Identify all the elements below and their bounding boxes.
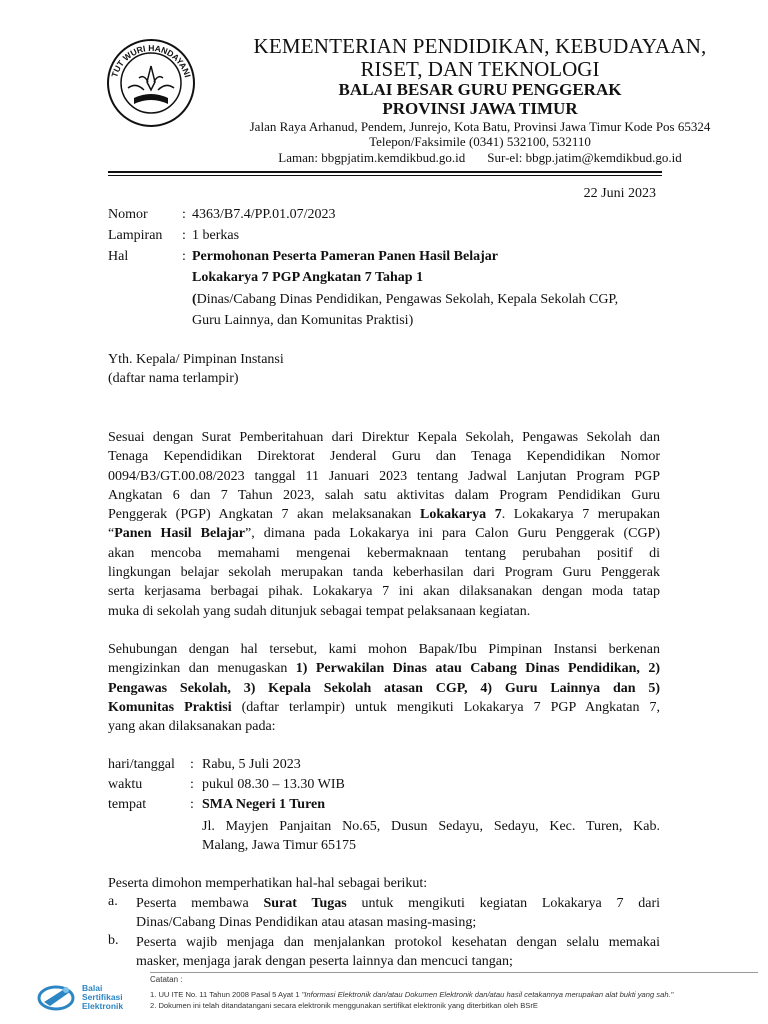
p1-line: Tenaga Kependidikan Direktorat Jenderal Guru dan Tenaga Kependidikan Nomor xyxy=(108,449,660,465)
note-b-line: Peserta wajib menjaga dan menjalankan protokol kesehatan dengan selalu memakai xyxy=(136,935,660,950)
address-line: Jl. Mayjen Panjaitan No.65, Dusun Sedayu, Sedayu, Kec. Turen, Kab. xyxy=(202,819,660,834)
day-label: hari/tanggal xyxy=(108,757,175,772)
p1-line: Penggerak (PGP) Angkatan 7 akan melaksanakan Lokakarya 7. Lokakarya 7 merupakan xyxy=(108,507,661,523)
letterhead-province: PROVINSI JAWA TIMUR xyxy=(382,99,578,118)
bsre-label: Balai Sertifikasi Elektronik xyxy=(82,983,124,1011)
place-label: tempat xyxy=(108,797,147,812)
letterhead-ministry-cont: RISET, DAN TEKNOLOGI xyxy=(360,57,600,81)
letter-date: 22 Juni 2023 xyxy=(583,186,656,201)
p2-line: Sehubungan dengan hal tersebut, kami mohon Bapak/Ibu Pimpinan Instansi berkenan xyxy=(108,642,660,657)
notes-intro: Peserta dimohon memperhatikan hal-hal sebagai berikut: xyxy=(108,876,428,891)
p1-line: muka di sekolah yang sudah ditunjuk sebagai tempat pelaksanaan kegiatan. xyxy=(108,603,531,619)
svg-text:TUT WURI HANDAYANI: TUT WURI HANDAYANI xyxy=(109,42,193,79)
p2-line: mengizinkan dan menugaskan 1) Perwakilan Dinas atau Cabang Dinas Pendidikan, 2) xyxy=(108,661,660,677)
p1-line: akan mencoba memahami mengenai kebermaknaan tentang perubahan positif di xyxy=(108,545,660,561)
note-b-marker: b. xyxy=(108,933,119,948)
time-colon: : xyxy=(190,777,194,792)
letterhead-institution: BALAI BESAR GURU PENGGERAK xyxy=(338,80,622,99)
letterhead-phone: Telepon/Faksimile (0341) 532100, 532110 xyxy=(369,134,591,149)
hal-subject-line1: Permohonan Peserta Pameran Panen Hasil Belajar xyxy=(192,249,499,264)
place-address xyxy=(202,817,660,856)
p1-line: serta kerjasama berbagai pihak. Lokakarya 7 ini akan dilaksanakan dengan moda tatap xyxy=(108,584,660,600)
footer-note-2: 2. Dokumen ini telah ditandatangani secara elektronik menggunakan sertifikat elektronik yang diterbitkan oleh BSrE xyxy=(150,1001,538,1010)
footer-note-1: 1. UU ITE No. 11 Tahun 2008 Pasal 5 Ayat 1 "Informasi Elektronik dan/atau Dokumen Elektronik dan/atau hasil cetakannya merupakan alat bukti yang sah." xyxy=(150,990,674,999)
letterhead-address: Jalan Raya Arhanud, Pendem, Junrejo, Kota Batu, Provinsi Jawa Timur Kode Pos 65324 xyxy=(249,119,711,134)
paragraph-1 xyxy=(108,428,660,621)
letterhead-rule xyxy=(108,171,662,173)
bsre-logo-icon xyxy=(36,978,80,1012)
note-b xyxy=(136,933,660,972)
hal-subject-line2: Lokakarya 7 PGP Angkatan 7 Tahap 1 xyxy=(192,270,424,285)
lampiran-value: 1 berkas xyxy=(192,228,240,243)
p1-line: “Panen Hasil Belajar”, dimana pada Lokakarya ini para Calon Guru Penggerak (CGP) xyxy=(108,526,661,542)
place-colon: : xyxy=(190,797,194,812)
recipient-line1: Yth. Kepala/ Pimpinan Instansi xyxy=(108,352,284,367)
letterhead-email: Sur-el: bbgp.jatim@kemdikbud.go.id xyxy=(487,150,682,165)
letterhead-contact xyxy=(200,151,760,164)
time-value: pukul 08.30 – 13.30 WIB xyxy=(202,777,345,792)
tut-wuri-handayani-logo xyxy=(106,38,196,128)
note-a-marker: a. xyxy=(108,894,118,909)
footer-catatan: Catatan : xyxy=(150,975,183,984)
time-label: waktu xyxy=(108,777,143,792)
hal-subject-line4: Guru Lainnya, dan Komunitas Praktisi) xyxy=(192,313,414,328)
note-b-line: masker, menjaga jarak dengan peserta lainnya dan mencuci tangan; xyxy=(136,954,513,970)
place-value: SMA Negeri 1 Turen xyxy=(202,797,326,812)
hal-subject-line3: (Dinas/Cabang Dinas Pendidikan, Pengawas Sekolah, Kepala Sekolah CGP, xyxy=(192,292,619,307)
p2-line: yang akan dilaksanakan pada: xyxy=(108,719,276,735)
recipient xyxy=(108,350,660,389)
recipient-line2: (daftar nama terlampir) xyxy=(108,371,239,387)
p1-line: Sesuai dengan Surat Pemberitahuan dari Direktur Kepala Sekolah, Pengawas Sekolah dan xyxy=(108,430,660,445)
p1-line: lingkungan belajar sekolah merupakan tanda keberhasilan dari Program Guru Penggerak xyxy=(108,565,660,581)
p2-line: Pengawas Sekolah, 3) Kepala Sekolah atasan CGP, 4) Guru Lainnya dan 5) xyxy=(108,680,660,696)
letterhead-rule-thin xyxy=(108,175,662,176)
nomor-colon: : xyxy=(182,207,186,222)
letterhead-website: Laman: bbgpjatim.kemdikbud.go.id xyxy=(278,150,466,165)
p1-line: 0094/B3/GT.00.08/2023 tanggal 11 Januari 2023 tentang Jadwal Lanjutan Program PGP xyxy=(108,468,660,484)
note-a xyxy=(136,894,660,933)
day-value: Rabu, 5 Juli 2023 xyxy=(202,757,301,772)
footer-rule xyxy=(150,972,758,973)
hal-label: Hal xyxy=(108,249,129,264)
paragraph-2 xyxy=(108,640,660,736)
nomor-label: Nomor xyxy=(108,207,148,222)
note-a-line: Peserta membawa Surat Tugas untuk mengikuti kegiatan Lokakarya 7 dari xyxy=(136,896,660,911)
letterhead-ministry: KEMENTERIAN PENDIDIKAN, KEBUDAYAAN, xyxy=(253,34,707,58)
note-a-line: Dinas/Cabang Dinas Pendidikan atau atasan masing-masing; xyxy=(136,915,477,931)
address-line: Malang, Jawa Timur 65175 xyxy=(202,838,356,854)
nomor-value: 4363/B7.4/PP.01.07/2023 xyxy=(192,207,336,222)
day-colon: : xyxy=(190,757,194,772)
p1-line: Angkatan 6 dan 7 Tahun 2023, salah satu aktivitas dalam Program Pendidikan Guru xyxy=(108,487,660,503)
lampiran-colon: : xyxy=(182,228,186,243)
p2-line: Komunitas Praktisi (daftar terlampir) untuk mengikuti Lokakarya 7 PGP Angkatan 7, xyxy=(108,699,660,715)
hal-colon: : xyxy=(182,249,186,264)
lampiran-label: Lampiran xyxy=(108,228,163,243)
